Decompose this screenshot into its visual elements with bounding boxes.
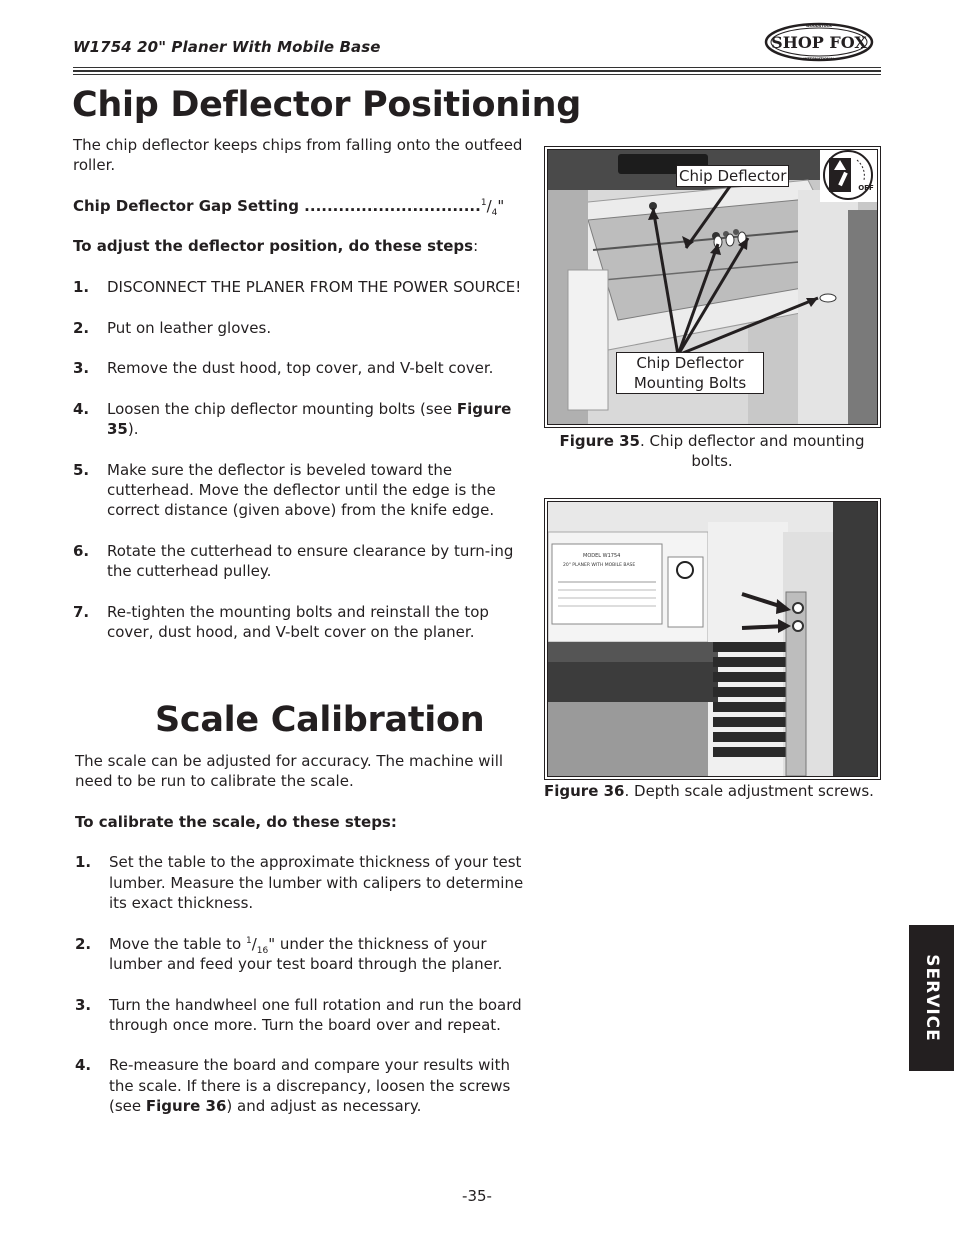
chip-intro: The chip deflector keeps chips from falling onto the outfeed roller. (73, 136, 523, 175)
figure-35-caption-label: Figure 35 (559, 432, 640, 450)
machine-label-model: MODEL W1754 (583, 553, 621, 559)
scale-calibration-column (75, 751, 525, 1116)
step-text-part: Move the table to (109, 934, 246, 953)
step-text (109, 1055, 525, 1116)
step-text-part: ). (127, 420, 139, 439)
section-heading-chip-deflector: Chip Deflector Positioning (72, 85, 581, 125)
chip-steps-intro-colon: : (473, 237, 479, 256)
step-text-part: ) and adjust as necessary. (226, 1097, 422, 1116)
logo-bottom-text: INTERNATIONAL (803, 57, 835, 61)
figure-36-caption (544, 781, 884, 801)
scale-steps-intro: To calibrate the scale, do these steps: (75, 812, 397, 831)
step-number: 1. (73, 278, 90, 297)
scale-intro: The scale can be adjusted for accuracy. The machine will need to be run to calibrate the scale. (75, 752, 504, 791)
gap-setting-label: Chip Deflector Gap Setting ............................... (73, 196, 481, 215)
step-text: Make sure the deflector is beveled toward the cutterhead. Move the deflector until the edge is the correct distance (given above) from the knife edge. (107, 460, 496, 520)
step-text-part: " under the thickness of your lumber and feed your test board through the planer. (109, 934, 503, 973)
step-text: Remove the dust hood, top cover, and V-belt cover. (107, 359, 494, 378)
figure-36-caption-label: Figure 36 (544, 782, 625, 800)
fraction-slash: / (251, 934, 257, 953)
callout-line: Mounting Bolts (633, 374, 747, 392)
logo-text: SHOP FOX (771, 33, 867, 52)
figure-35-caption (548, 431, 876, 472)
chip-step (73, 318, 525, 338)
header-rule (73, 70, 881, 72)
gap-setting-denominator: 4 (491, 207, 498, 218)
chip-steps-intro (73, 236, 525, 256)
section-heading-scale-calibration: Scale Calibration (155, 700, 485, 740)
step-text: Turn the handwheel one full rotation and run the board through once more. Turn the board over and repeat. (109, 995, 522, 1034)
step-number: 7. (73, 602, 90, 621)
gap-setting (73, 196, 525, 216)
chip-step (73, 399, 525, 440)
step-text (107, 399, 525, 440)
scale-step (75, 934, 525, 975)
figure-35 (544, 146, 881, 428)
chip-steps-intro-text: To adjust the deflector position, do these steps (73, 237, 474, 256)
depth-scale-photo (548, 502, 877, 776)
header-rule (73, 67, 881, 68)
service-tab-label: SERVICE (921, 954, 942, 1042)
figure-36-caption-text: . Depth scale adjustment screws. (624, 782, 874, 800)
off-label: OFF (858, 184, 874, 192)
header-rule (73, 74, 881, 75)
figure-35-caption-text: . Chip deflector and mounting bolts. (639, 432, 865, 471)
step-text-part: Loosen the chip deflector mounting bolts (see (107, 399, 457, 418)
step-text: Put on leather gloves. (107, 318, 272, 337)
scale-step (75, 852, 525, 913)
chip-step (73, 358, 525, 378)
step-text: Rotate the cutterhead to ensure clearance by turn-ing the cutterhead pulley. (107, 541, 514, 581)
gap-setting-numerator: 1 (480, 197, 487, 208)
callout-line: Chip Deflector (636, 354, 744, 372)
step-number: 4. (75, 1056, 92, 1075)
figure-35-photo (547, 149, 878, 425)
step-number: 1. (75, 853, 92, 872)
step-number: 3. (75, 995, 92, 1014)
page-number: -35- (462, 1187, 492, 1205)
machine-label-name: 20" PLANER WITH MOBILE BASE (563, 563, 636, 568)
callout-mounting-bolts (616, 352, 764, 394)
step-text (109, 934, 525, 975)
chip-step (73, 541, 525, 582)
figure-36-reference: Figure 36 (145, 1097, 227, 1116)
step-text: DISCONNECT THE PLANER FROM THE POWER SOURCE! (107, 278, 522, 297)
scale-step (75, 1055, 525, 1116)
callout-chip-deflector: Chip Deflector (676, 165, 789, 187)
step-number: 4. (73, 399, 90, 418)
chip-step (73, 460, 525, 521)
step-number: 5. (73, 460, 90, 479)
step-number: 2. (73, 318, 90, 337)
step-text-part: Re-measure the board and compare your results with the scale. If there is a discrepancy, loosen the screws (see (109, 1056, 511, 1116)
logo-top-text: WOODSTOCK (806, 24, 832, 28)
step-number: 6. (73, 541, 90, 560)
gap-setting-unit: " (497, 196, 505, 215)
fraction-numerator: 1 (245, 935, 252, 946)
figure-36 (544, 498, 881, 780)
shop-fox-logo (764, 21, 874, 63)
service-tab (909, 925, 954, 1071)
chip-step (73, 277, 525, 297)
figure-35-reference: Figure 35 (107, 399, 512, 439)
gap-setting-slash: / (486, 196, 492, 215)
chip-step (73, 602, 525, 643)
scale-step (75, 995, 525, 1036)
step-text: Set the table to the approximate thickness of your test lumber. Measure the lumber with calipers to determine its exact thickness. (109, 853, 524, 913)
fraction-denominator: 16 (256, 945, 269, 956)
chip-deflector-column (73, 135, 525, 642)
step-number: 3. (73, 359, 90, 378)
step-number: 2. (75, 934, 92, 953)
figure-36-photo (547, 501, 878, 777)
step-text: Re-tighten the mounting bolts and reinstall the top cover, dust hood, and V-belt cover on the planer. (107, 602, 489, 642)
document-header-title: W1754 20" Planer With Mobile Base (73, 38, 381, 56)
